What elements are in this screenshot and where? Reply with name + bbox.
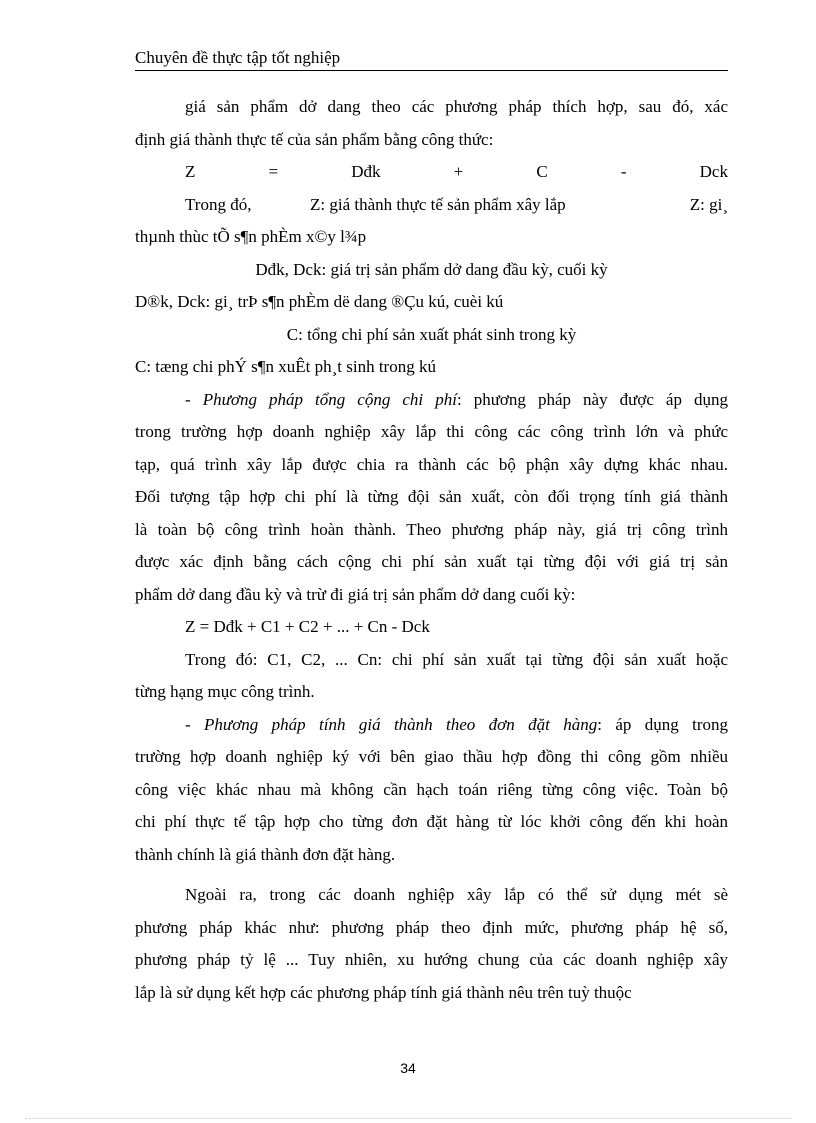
text-line: Đối tượng tập hợp chi phí là từng đội sản xuất, còn đối trọng tính giá thành xyxy=(135,487,728,506)
paragraph-gap xyxy=(135,871,728,879)
text-line: được xác định bằng cách cộng chi phí sản xuất tại từng đội với giá trị sản xyxy=(135,552,728,571)
definition-text-legacy: Z: gi¸ xyxy=(689,194,728,214)
definition-label: Trong đó, xyxy=(185,194,252,214)
header-title: Chuyên đề thực tập tốt nghiệp xyxy=(135,48,341,67)
text-line: thµnh thùc tÕ s¶n phÈm x©y l¾p xyxy=(135,227,367,246)
text-line: phẩm dở dang đầu kỳ và trừ đi giá trị sản phẩm dở dang cuối kỳ: xyxy=(135,584,576,604)
method-paragraph-start xyxy=(135,709,728,742)
definition-text: Z: giá thành thực tế sản phẩm xây lắp xyxy=(310,194,566,214)
formula-term: C xyxy=(536,162,548,181)
text-line: phương pháp khác như: phương pháp theo định mức, phương pháp hệ số, xyxy=(135,917,728,937)
method-name: Phương pháp tổng cộng chi phí xyxy=(202,389,457,409)
text-line: công việc khác nhau mà không cần hạch toán riêng từng công việc. Toàn bộ xyxy=(135,779,728,799)
method-desc: : phương pháp này được áp dụng xyxy=(456,389,729,409)
document-body xyxy=(135,91,728,1009)
text-line: giá sản phẩm dở dang theo các phương pháp thích hợp, sau đó, xác xyxy=(185,97,728,116)
dash: - xyxy=(185,389,203,409)
formula-line xyxy=(135,156,728,189)
page-bottom-divider xyxy=(25,1118,791,1119)
text-line: C: tæng chi phÝ s¶n xuÊt ph¸t sinh trong kú xyxy=(135,357,436,376)
text-line: trong trường hợp doanh nghiệp xây lắp thi công các công trình lớn và phức xyxy=(135,422,728,441)
formula-term: - xyxy=(620,162,627,181)
text-line: là toàn bộ công trình hoàn thành. Theo phương pháp này, giá trị công trình xyxy=(135,519,728,539)
text-line: chi phí thực tế tập hợp cho từng đơn đặt hàng từ lóc khởi công đến khi hoàn xyxy=(135,812,728,831)
formula-term: Z xyxy=(185,162,196,181)
method-paragraph-start xyxy=(135,384,728,417)
method-desc: : áp dụng trong xyxy=(597,714,729,734)
text-line: từng hạng mục công trình. xyxy=(135,682,315,701)
text-line: phương pháp tỷ lệ ... Tuy nhiên, xu hướng chung của các doanh nghiệp xây xyxy=(135,950,728,969)
text-line: Trong đó: C1, C2, ... Cn: chi phí sản xuất tại từng đội sản xuất hoặc xyxy=(185,649,728,669)
definition-line xyxy=(135,189,728,222)
text-line: Ngoài ra, trong các doanh nghiệp xây lắp có thể sử dụng mét sè xyxy=(185,885,728,904)
page-header xyxy=(135,48,728,71)
text-line: trường hợp doanh nghiệp ký với bên giao thầu hợp đồng thi công gồm nhiều xyxy=(135,747,728,766)
text-line: tạp, quá trình xây lắp được chia ra thành các bộ phận xây dựng khác nhau. xyxy=(135,454,728,474)
page-number: 34 xyxy=(400,1060,416,1076)
formula-term: Dck xyxy=(699,162,728,181)
text-line: Dđk, Dck: giá trị sản phẩm dở dang đầu kỳ, cuối kỳ xyxy=(255,259,608,279)
formula-line: Z = Dđk + C1 + C2 + ... + Cn - Dck xyxy=(185,617,430,636)
text-line: lắp là sử dụng kết hợp các phương pháp tính giá thành nêu trên tuỳ thuộc xyxy=(135,982,632,1002)
text-line: thành chính là giá thành đơn đặt hàng. xyxy=(135,844,396,864)
text-line: C: tổng chi phí sản xuất phát sinh trong kỳ xyxy=(286,324,577,344)
text-line: định giá thành thực tế của sản phẩm bằng công thức: xyxy=(135,129,494,149)
formula-term: + xyxy=(453,162,464,181)
text-line: D®k, Dck: gi¸ trÞ s¶n phÈm dë dang ®Çu kú, cuèi kú xyxy=(135,292,504,311)
dash: - xyxy=(185,714,205,734)
formula-term: Dđk xyxy=(351,162,381,181)
formula-term: = xyxy=(268,162,279,181)
method-name: Phương pháp tính giá thành theo đơn đặt hàng xyxy=(204,714,598,734)
